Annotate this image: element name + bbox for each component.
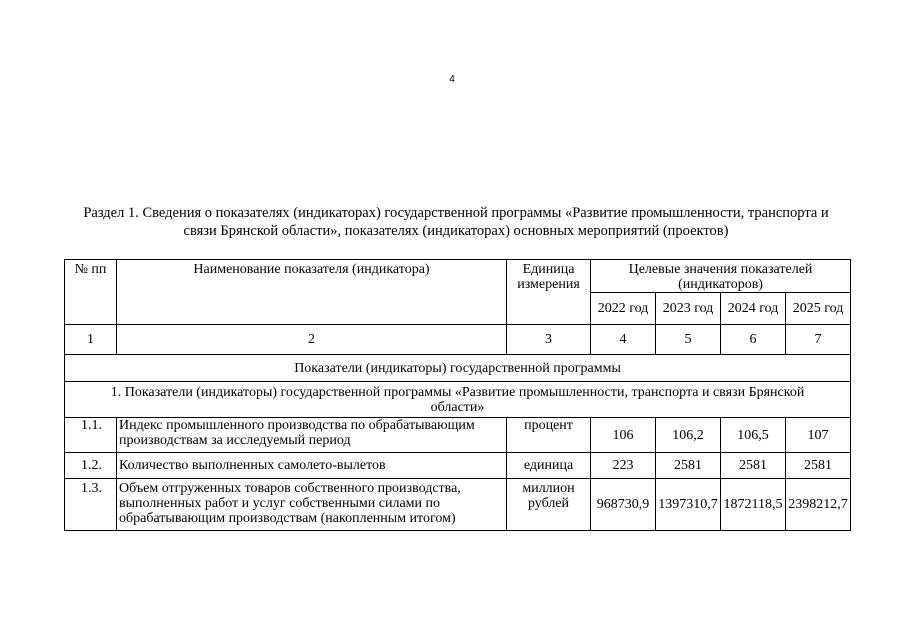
header-unit: Единица измерения xyxy=(507,260,591,325)
header-num: № пп xyxy=(65,260,117,325)
table-row xyxy=(65,479,851,531)
column-number: 3 xyxy=(507,325,591,355)
table-row xyxy=(65,453,851,479)
row-number: 1.1. xyxy=(65,418,117,453)
header-year: 2023 год xyxy=(656,293,721,325)
row-number: 1.3. xyxy=(65,479,117,531)
subgroup-row xyxy=(65,382,851,418)
header-year: 2025 год xyxy=(786,293,851,325)
subgroup-title: 1. Показатели (индикаторы) государственной программы «Развитие промышленности, транспорта и связи Брянской области» xyxy=(65,382,851,418)
target-value: 106 xyxy=(591,418,656,453)
indicator-name: Индекс промышленного производства по обрабатывающим производствам за исследуемый период xyxy=(117,418,507,453)
header-year: 2022 год xyxy=(591,293,656,325)
section-title xyxy=(70,204,842,240)
target-value: 968730,9 xyxy=(591,479,656,531)
indicator-unit: единица xyxy=(507,453,591,479)
indicator-unit: миллион рублей xyxy=(507,479,591,531)
indicators-table xyxy=(64,259,851,531)
header-year: 2024 год xyxy=(721,293,786,325)
indicator-name: Объем отгруженных товаров собственного производства, выполненных работ и услуг собственными силами по обрабатывающим производствам (накопленным итогом) xyxy=(117,479,507,531)
target-value: 106,5 xyxy=(721,418,786,453)
target-value: 2398212,7 xyxy=(786,479,851,531)
group-title: Показатели (индикаторы) государственной программы xyxy=(65,355,851,382)
page-number: 4 xyxy=(449,74,455,85)
header-name: Наименование показателя (индикатора) xyxy=(117,260,507,325)
column-number: 4 xyxy=(591,325,656,355)
target-value: 2581 xyxy=(656,453,721,479)
group-row xyxy=(65,355,851,382)
target-value: 223 xyxy=(591,453,656,479)
section-title-line-2: связи Брянской области», показателях (индикаторах) основных мероприятий (проектов) xyxy=(183,223,729,239)
target-value: 107 xyxy=(786,418,851,453)
column-number: 2 xyxy=(117,325,507,355)
table-row xyxy=(65,418,851,453)
column-number: 7 xyxy=(786,325,851,355)
column-number: 1 xyxy=(65,325,117,355)
target-value: 1872118,5 xyxy=(721,479,786,531)
target-value: 1397310,7 xyxy=(656,479,721,531)
section-title-line-1: Раздел 1. Сведения о показателях (индикаторах) государственной программы «Развитие промышленности, транспорта и xyxy=(83,205,829,221)
header-targets: Целевые значения показателей (индикаторов) xyxy=(591,260,851,293)
column-number: 5 xyxy=(656,325,721,355)
header-row xyxy=(65,260,851,293)
column-numbers-row xyxy=(65,325,851,355)
indicator-name: Количество выполненных самолето-вылетов xyxy=(117,453,507,479)
row-number: 1.2. xyxy=(65,453,117,479)
column-number: 6 xyxy=(721,325,786,355)
target-value: 2581 xyxy=(786,453,851,479)
indicator-unit: процент xyxy=(507,418,591,453)
target-value: 2581 xyxy=(721,453,786,479)
target-value: 106,2 xyxy=(656,418,721,453)
